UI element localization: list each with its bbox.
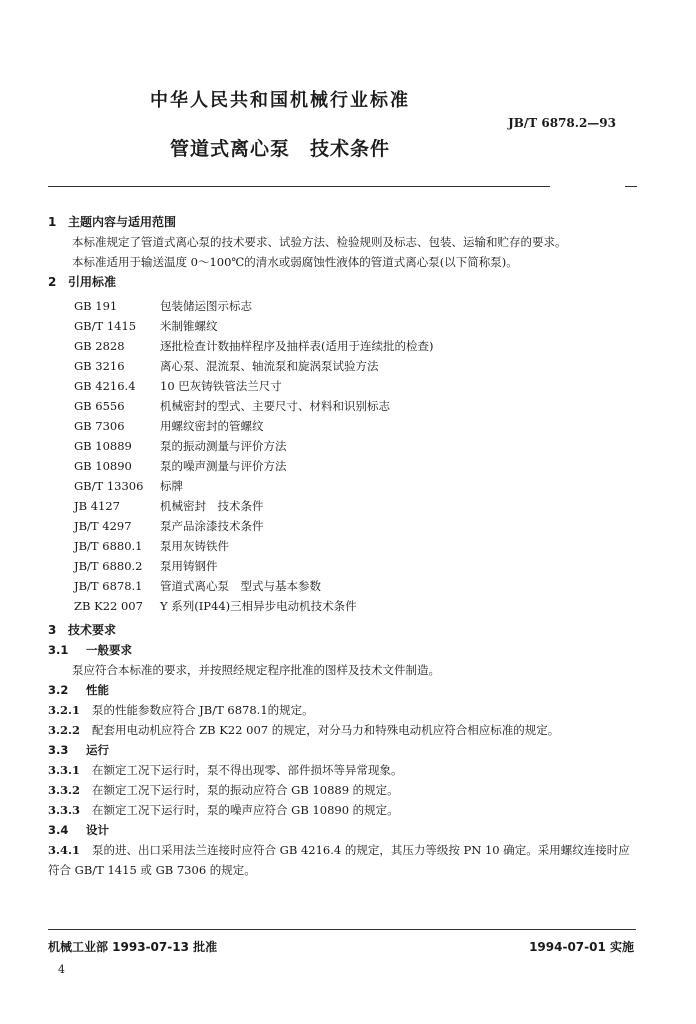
clause <box>48 800 638 820</box>
clause-heading <box>48 640 638 660</box>
reference-item <box>74 416 638 436</box>
reference-title: 泵的振动测量与评价方法 <box>160 439 287 453</box>
reference-code: JB 4127 <box>74 499 120 513</box>
approval-date: 机械工业部 1993-07-13 批准 <box>48 940 218 954</box>
reference-item <box>74 356 638 376</box>
reference-code: GB 4216.4 <box>74 379 136 393</box>
reference-item <box>74 576 638 596</box>
reference-item <box>74 456 638 476</box>
reference-item <box>74 556 638 576</box>
reference-item <box>74 296 638 316</box>
clause-number: 3.3.2 <box>48 783 81 797</box>
reference-item <box>74 376 638 396</box>
reference-code: GB 10889 <box>74 439 132 453</box>
reference-title: 标牌 <box>160 479 183 493</box>
applicability-paragraph: 本标准适用于输送温度 0～100℃的清水或弱腐蚀性液体的管道式离心泵(以下简称泵)。 <box>72 255 518 269</box>
clause-text: 泵的性能参数应符合 JB/T 6878.1的规定。 <box>92 703 314 717</box>
reference-title: 用螺纹密封的管螺纹 <box>160 419 264 433</box>
section-heading-3 <box>48 620 638 640</box>
reference-item <box>74 336 638 356</box>
reference-title: 泵的噪声测量与评价方法 <box>160 459 287 473</box>
reference-code: GB 191 <box>74 299 118 313</box>
reference-title: 包装储运图示标志 <box>160 299 252 313</box>
reference-title: 米制锥螺纹 <box>160 319 218 333</box>
reference-title: 泵产品涂漆技术条件 <box>160 519 264 533</box>
header-divider-tail <box>625 186 637 187</box>
clause-title: 性能 <box>86 683 109 697</box>
reference-code: GB 10890 <box>74 459 132 473</box>
document-body <box>48 212 638 880</box>
reference-item <box>74 316 638 336</box>
clause-number: 3.3 <box>48 743 69 757</box>
reference-title: 机械密封 技术条件 <box>160 499 264 513</box>
clause <box>48 720 638 740</box>
implementation-date: 1994-07-01 实施 <box>529 940 634 954</box>
reference-code: ZB K22 007 <box>74 599 143 613</box>
clause-title: 运行 <box>86 743 109 757</box>
reference-code: GB 2828 <box>74 339 125 353</box>
section-heading-1 <box>48 212 638 232</box>
reference-title: 离心泵、混流泵、轴流泵和旋涡泵试验方法 <box>160 359 379 373</box>
section-number: 1 <box>48 215 57 229</box>
clause-number: 3.2.1 <box>48 703 81 717</box>
clause-number: 3.2.2 <box>48 723 81 737</box>
page-number: 4 <box>58 963 65 976</box>
clause-text: 在额定工况下运行时，泵的噪声应符合 GB 10890 的规定。 <box>92 803 399 817</box>
reference-code: JB/T 6878.1 <box>74 579 143 593</box>
reference-title: 泵用铸钢件 <box>160 559 218 573</box>
clause-text: 配套用电动机应符合 ZB K22 007 的规定，对分马力和特殊电动机应符合相应标准的规定。 <box>92 723 560 737</box>
clause-number: 3.4 <box>48 823 69 837</box>
reference-code: JB/T 4297 <box>74 519 132 533</box>
issuing-organization: 中华人民共和国机械行业标准 <box>150 90 410 111</box>
reference-code: GB 6556 <box>74 399 125 413</box>
section-title: 主题内容与适用范围 <box>68 215 177 229</box>
clause-title: 设计 <box>86 823 109 837</box>
document-title: 管道式离心泵 技术条件 <box>169 138 390 160</box>
clause-text: 泵的进、出口采用法兰连接时应符合 GB 4216.4 的规定，其压力等级按 PN 10 确定。采用螺纹连接时应符合 GB/T 1415 或 GB 7306 的规定。 <box>48 843 630 877</box>
clause <box>48 700 638 720</box>
reference-title: 10 巴灰铸铁管法兰尺寸 <box>160 379 282 393</box>
header-divider <box>48 186 550 187</box>
section-title: 技术要求 <box>68 623 117 637</box>
reference-title: 泵用灰铸铁件 <box>160 539 229 553</box>
clause-heading <box>48 740 638 760</box>
reference-item <box>74 536 638 556</box>
reference-title: Y 系列(IP44)三相异步电动机技术条件 <box>160 599 357 613</box>
clause-number: 3.1 <box>48 643 69 657</box>
reference-code: GB/T 1415 <box>74 319 137 333</box>
clause-heading <box>48 820 638 840</box>
clause-paragraph: 泵应符合本标准的要求，并按照经规定程序批准的图样及技术文件制造。 <box>72 663 440 677</box>
reference-item <box>74 476 638 496</box>
reference-code: GB/T 13306 <box>74 479 144 493</box>
reference-item <box>74 596 638 616</box>
reference-item <box>74 516 638 536</box>
clause-title: 一般要求 <box>86 643 132 657</box>
reference-code: GB 7306 <box>74 419 125 433</box>
clause-text: 在额定工况下运行时，泵不得出现零、部件损坏等异常现象。 <box>92 763 403 777</box>
clause-number: 3.3.3 <box>48 803 81 817</box>
reference-item <box>74 436 638 456</box>
clause <box>48 840 638 880</box>
reference-title: 机械密封的型式、主要尺寸、材料和识别标志 <box>160 399 390 413</box>
standard-code: JB/T 6878.2—93 <box>508 116 616 130</box>
clause <box>48 780 638 800</box>
clause-number: 3.3.1 <box>48 763 81 777</box>
reference-list <box>48 296 638 616</box>
reference-code: JB/T 6880.1 <box>74 539 143 553</box>
section-title: 引用标准 <box>68 275 117 289</box>
section-number: 2 <box>48 275 57 289</box>
section-heading-2 <box>48 272 638 292</box>
footer-divider <box>48 929 636 930</box>
clause <box>48 760 638 780</box>
reference-code: GB 3216 <box>74 359 125 373</box>
reference-item <box>74 396 638 416</box>
clause-heading <box>48 680 638 700</box>
clause-number: 3.2 <box>48 683 69 697</box>
clause-text: 在额定工况下运行时，泵的振动应符合 GB 10889 的规定。 <box>92 783 399 797</box>
reference-item <box>74 496 638 516</box>
clause-number: 3.4.1 <box>48 843 81 857</box>
section-number: 3 <box>48 623 57 637</box>
reference-title: 逐批检查计数抽样程序及抽样表(适用于连续批的检查) <box>160 339 434 353</box>
reference-code: JB/T 6880.2 <box>74 559 143 573</box>
reference-title: 管道式离心泵 型式与基本参数 <box>160 579 321 593</box>
scope-paragraph: 本标准规定了管道式离心泵的技术要求、试验方法、检验规则及标志、包装、运输和贮存的要求。 <box>72 235 567 249</box>
